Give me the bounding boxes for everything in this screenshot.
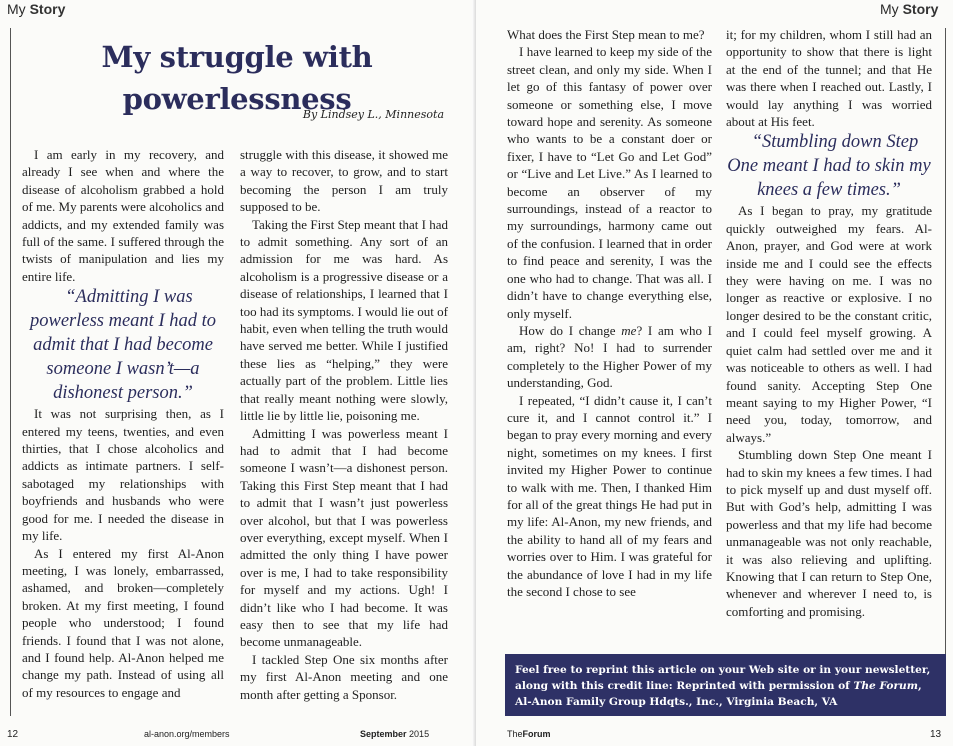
paragraph: I am early in my recovery, and already I see when and where the disease of alcoholism grabbed a hold of me. My parents were alcoholics and addicts, and my extended family was full of the same. I suffered through the twists of manipulation and lies my entire life.	[22, 147, 224, 284]
text-run: ? I am who I am, right? No! I had to surrender completely to the Higher Power of my understanding, God.	[507, 322, 713, 391]
text-run: How do I change	[519, 322, 622, 338]
paragraph: Admitting I was powerless meant I had to admit that I had become someone I wasn’t—a dishonest person. Taking this First Step meant that I had to admit that I wasn’t just powerless over alcohol, but that I was powerless over everything, except myself. When I admitted the only thing I have power over is me, I had to take responsibility for myself and my actions. Ugh! I didn’t like who I had become. It was easy then to see that my life had become unmanageable.	[240, 425, 448, 650]
section-name: Story	[29, 1, 66, 17]
article-title: My struggle with powerlessness	[101, 40, 373, 116]
text-run: along with this credit line: Reprinted with permission of	[515, 680, 854, 692]
publication-name: The Forum	[853, 680, 918, 692]
emphasis: me	[621, 322, 637, 338]
issue-month: September	[360, 729, 407, 739]
issue-date	[360, 729, 429, 739]
magazine-name	[507, 729, 551, 739]
right-column-2	[726, 26, 932, 620]
paragraph: struggle with this disease, it showed me a way to recover, to grow, and to start becoming the person I am truly supposed to be.	[240, 147, 448, 215]
section-prefix: My	[7, 1, 26, 17]
pull-quote: “Admitting I was powerless meant I had to admit that I had become someone I wasn’t—a dishonest person.”	[29, 287, 216, 404]
right-page	[476, 0, 953, 746]
paragraph: I repeated, “I didn’t cause it, I can’t cure it, and I cannot control it.” I began to pray every morning and every night, sometimes on my knees. I first invited my Higher Power to continue to walk with me. Then, I thanked Him for all of the great things He had put in my life: Al-Anon, my new friends, and the ability to hand all of my fears and worries over to Him. I was grateful for the abundance of love I had in my life the second I chose to see	[507, 392, 712, 599]
right-column-1	[507, 26, 712, 600]
issue-year: 2015	[409, 729, 430, 739]
paragraph: it; for my children, whom I still had an opportunity to show that there is light at the end of the tunnel; and that He was there when I reached out. Lastly, I would lay anything I was worried about at His feet.	[726, 27, 932, 130]
left-column-1	[22, 146, 224, 701]
pull-quote: “Stumbling down Step One meant I had to skin my knees a few times.”	[727, 132, 931, 201]
left-column-2	[240, 146, 448, 703]
page-number-left: 12	[7, 729, 19, 740]
section-header-right	[880, 1, 938, 17]
credit-line-3: Al-Anon Family Group Hdqts., Inc., Virginia Beach, VA	[515, 696, 838, 708]
article-byline: By Lindsey L., Minnesota	[302, 108, 444, 121]
section-name: Story	[902, 1, 939, 17]
right-margin-rule	[945, 28, 946, 716]
section-prefix: My	[880, 1, 899, 17]
page-number-right: 13	[930, 729, 942, 740]
paragraph: It was not surprising then, as I entered my teens, twenties, and even thirties, that I chose alcoholics and addicts as intimate partners. I self-sabotaged my relationships with boyfriends and husbands who were good for me. I needed the disease in my life.	[22, 406, 224, 544]
left-page	[0, 0, 476, 746]
paragraph: As I entered my first Al-Anon meeting, I was lonely, embarrassed, ashamed, and broken—completely broken. At my first meeting, I found people who understood; I found friends. I found that I was not alone, and I found help. Al-Anon helped me change my path. Instead of using all of my resources to engage and	[22, 545, 224, 700]
paragraph: Stumbling down Step One meant I had to skin my knees a few times. I had to pick myself up and dust myself off. But with God’s help, admitting I was powerless and that my life had become unmanageable was not only reachable, it was also relieving and uplifting. Knowing that I can return to Step One, whenever and wherever I need to, is comforting and promising.	[726, 447, 932, 619]
left-margin-rule	[10, 28, 11, 716]
paragraph	[507, 322, 712, 392]
magazine-the: The	[507, 729, 523, 739]
magazine-forum: Forum	[522, 729, 551, 739]
section-header-left	[7, 1, 65, 17]
credit-line-2	[515, 678, 946, 694]
paragraph: What does the First Step mean to me?	[507, 27, 705, 42]
paragraph: I tackled Step One six months after my first Al-Anon meeting and one month after getting a Sponsor.	[240, 651, 448, 702]
credit-line-1: Feel free to reprint this article on your Web site or in your newsletter,	[515, 664, 931, 676]
paragraph: I have learned to keep my side of the street clean, and only my side. When I let go of this fantasy of power over someone or something else, I move toward hope and serenity. As someone who wants to be a constant doer or fixer, I have to “Let Go and Let God” or “Live and Let Live.” As I learned to become an observer of my surroundings, instead of a reactor to my surroundings, harmony came out of the confusion. I learned that in order to find peace and serenity, I was the one who had to change. That was all. I didn’t have to change everything else, only myself.	[507, 44, 712, 321]
reprint-credit-box	[505, 654, 946, 716]
paragraph: As I began to pray, my gratitude quickly outweighed my fears. Al-Anon, prayer, and God were at work inside me and I could see the effects they were having on me. I was no longer as reactive or explosive. I no longer desired to be the constant critic, and I could feel myself growing. A quiet calm had settled over me and it was noticeable to others as well. I had found sanity. Accepting Step One meant saying to my Higher Power, “I need you, today, tomorrow, and always.”	[726, 203, 932, 445]
website-link[interactable]: al-anon.org/members	[144, 729, 230, 739]
text-run: ,	[917, 680, 922, 692]
paragraph: Taking the First Step meant that I had to admit something. Any sort of an admission for me was hard. As alcoholism is a progressive disease or a disease of relationships, I learned that I too had its symptoms. I would lie out of habit, even when telling the truth would have served me better. While I justified these lies as “helping,” they were actually part of the problem. Little lies that really meant nothing were slowly, little lie by little lie, poisoning me.	[240, 216, 448, 424]
